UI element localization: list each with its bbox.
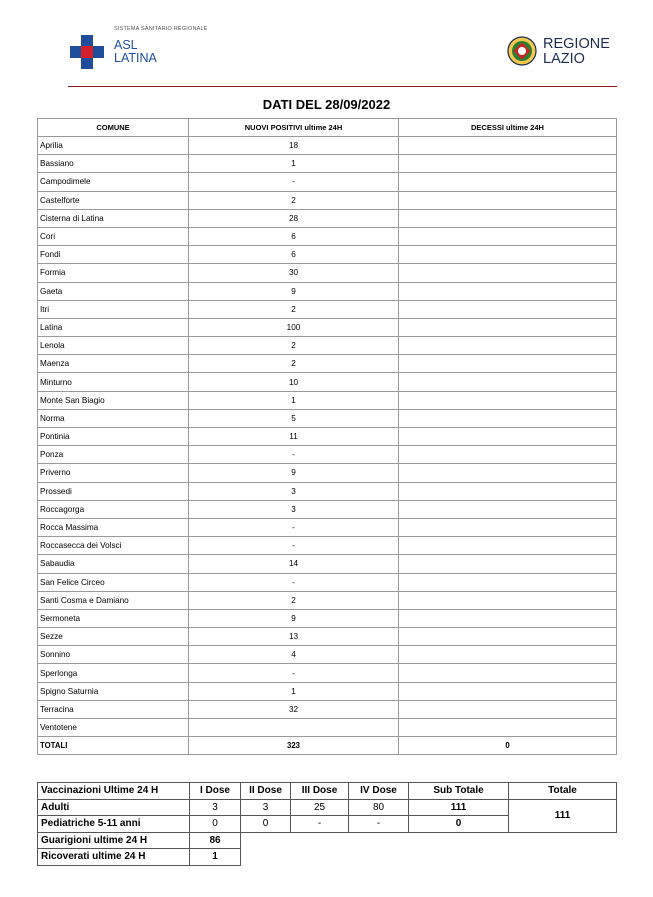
red-cross-icon [70,35,104,69]
decessi-cell [399,428,617,446]
positivi-cell: 30 [189,264,399,282]
decessi-cell [399,155,617,173]
table-row [38,482,617,500]
positivi-cell: 9 [189,282,399,300]
decessi-cell [399,464,617,482]
comune-cell: Ponza [38,446,189,464]
adulti-row [38,799,617,816]
positivi-cell: 1 [189,391,399,409]
comune-cell: Aprilia [38,137,189,155]
adulti-i-dose: 3 [190,799,241,816]
comune-cell: Ventotene [38,719,189,737]
decessi-cell [399,646,617,664]
decessi-cell [399,555,617,573]
positivi-cell: - [189,573,399,591]
comune-cell: Rocca Massima [38,518,189,536]
positivi-cell: 3 [189,500,399,518]
positivi-cell: 1 [189,682,399,700]
comune-cell: Maenza [38,355,189,373]
totals-label: TOTALI [38,737,189,755]
comune-cell: Pontinia [38,428,189,446]
header-i-dose: I Dose [190,783,241,800]
page-title: DATI DEL 28/09/2022 [262,97,391,112]
decessi-cell [399,264,617,282]
positivi-cell: 32 [189,700,399,718]
adulti-iv-dose: 80 [349,799,409,816]
regione-lazio-emblem-icon [507,36,537,66]
comune-cell: Terracina [38,700,189,718]
decessi-cell [399,719,617,737]
table-row [38,391,617,409]
pediatriche-label: Pediatriche 5-11 anni [38,816,190,833]
decessi-cell [399,609,617,627]
table-row [38,537,617,555]
comune-cell: Sabaudia [38,555,189,573]
positivi-cell: 5 [189,409,399,427]
decessi-cell [399,137,617,155]
comune-cell: Campodimele [38,173,189,191]
decessi-cell [399,518,617,536]
header-sub-totale: Sub Totale [409,783,509,800]
comune-cell: San Felice Circeo [38,573,189,591]
column-header-positivi: NUOVI POSITIVI ultime 24H [189,119,399,137]
decessi-cell [399,391,617,409]
positivi-cell: 9 [189,609,399,627]
positivi-cell: 28 [189,209,399,227]
decessi-cell [399,337,617,355]
positivi-cell: 18 [189,137,399,155]
totals-decessi: 0 [399,737,617,755]
positivi-cell: - [189,664,399,682]
positivi-cell: 11 [189,428,399,446]
comune-cell: Sperlonga [38,664,189,682]
comune-cell: Formia [38,264,189,282]
decessi-cell [399,227,617,245]
decessi-cell [399,318,617,336]
comune-cell: Santi Cosma e Damiano [38,591,189,609]
table-row [38,337,617,355]
comune-cell: Monte San Biagio [38,391,189,409]
table-row [38,664,617,682]
positivi-cell: 6 [189,246,399,264]
positivi-cell: - [189,446,399,464]
decessi-cell [399,355,617,373]
positivi-cell: 13 [189,628,399,646]
adulti-sub-totale: 111 [409,799,509,816]
vaccinations-header-row [38,783,617,800]
decessi-cell [399,482,617,500]
table-row [38,264,617,282]
table-row [38,428,617,446]
decessi-cell [399,373,617,391]
comune-cell: Latina [38,318,189,336]
comune-cell: Minturno [38,373,189,391]
table-row [38,609,617,627]
comune-cell: Spigno Saturnia [38,682,189,700]
header-ii-dose: II Dose [241,783,291,800]
positivi-cell: 2 [189,337,399,355]
table-row [38,191,617,209]
adulti-iii-dose: 25 [291,799,349,816]
comune-cell: Cori [38,227,189,245]
table-row [38,155,617,173]
region-name: REGIONE LAZIO [543,36,610,67]
comune-cell: Gaeta [38,282,189,300]
guarigioni-label: Guarigioni ultime 24 H [38,832,190,849]
table-row [38,173,617,191]
table-header-row [38,119,617,137]
positivi-cell: 6 [189,227,399,245]
table-row [38,719,617,737]
positivi-cell: 1 [189,155,399,173]
adulti-ii-dose: 3 [241,799,291,816]
decessi-cell [399,282,617,300]
positivi-cell: 100 [189,318,399,336]
table-row [38,700,617,718]
table-row [38,373,617,391]
comune-cell: Castelforte [38,191,189,209]
table-row [38,646,617,664]
positivi-cell: 4 [189,646,399,664]
table-row [38,300,617,318]
header-iii-dose: III Dose [291,783,349,800]
decessi-cell [399,537,617,555]
decessi-cell [399,500,617,518]
pediatriche-i-dose: 0 [190,816,241,833]
table-row [38,282,617,300]
table-row [38,500,617,518]
table-row [38,318,617,336]
decessi-cell [399,191,617,209]
comune-cell: Priverno [38,464,189,482]
column-header-comune: COMUNE [38,119,189,137]
decessi-cell [399,628,617,646]
decessi-cell [399,409,617,427]
positivi-cell: 2 [189,591,399,609]
regione-lazio-logo [507,36,627,70]
positivi-table [37,118,617,755]
asl-subtitle: SISTEMA SANITARIO REGIONALE [114,26,208,32]
vaccinations-title: Vaccinazioni Ultime 24 H [38,783,190,800]
table-row [38,246,617,264]
decessi-cell [399,591,617,609]
header-divider [68,86,617,87]
ricoverati-row [38,849,617,866]
comune-cell: Roccasecca dei Volsci [38,537,189,555]
table-row [38,446,617,464]
vaccinations-totale: 111 [509,799,617,832]
totals-row [38,737,617,755]
table-row [38,409,617,427]
decessi-cell [399,682,617,700]
decessi-cell [399,700,617,718]
comune-cell: Roccagorga [38,500,189,518]
positivi-cell: 2 [189,191,399,209]
ricoverati-label: Ricoverati ultime 24 H [38,849,190,866]
comune-cell: Sezze [38,628,189,646]
guarigioni-row [38,832,617,849]
decessi-cell [399,300,617,318]
positivi-cell: 10 [189,373,399,391]
pediatriche-iv-dose: - [349,816,409,833]
table-row [38,464,617,482]
positivi-cell [189,719,399,737]
table-row [38,227,617,245]
table-row [38,573,617,591]
table-row [38,518,617,536]
vaccinations-table [37,782,617,866]
table-row [38,137,617,155]
positivi-cell: - [189,173,399,191]
guarigioni-value: 86 [190,832,241,849]
table-row [38,591,617,609]
positivi-cell: 14 [189,555,399,573]
pediatriche-ii-dose: 0 [241,816,291,833]
table-row [38,682,617,700]
header-totale: Totale [509,783,617,800]
positivi-cell: - [189,518,399,536]
header-iv-dose: IV Dose [349,783,409,800]
comune-cell: Cisterna di Latina [38,209,189,227]
comune-cell: Sonnino [38,646,189,664]
positivi-cell: - [189,537,399,555]
pediatriche-iii-dose: - [291,816,349,833]
comune-cell: Itri [38,300,189,318]
comune-cell: Lenola [38,337,189,355]
table-row [38,355,617,373]
table-row [38,555,617,573]
comune-cell: Sermoneta [38,609,189,627]
positivi-cell: 3 [189,482,399,500]
decessi-cell [399,173,617,191]
positivi-cell: 2 [189,300,399,318]
decessi-cell [399,573,617,591]
comune-cell: Prossedi [38,482,189,500]
adulti-label: Adulti [38,799,190,816]
column-header-decessi: DECESSI ultime 24H [399,119,617,137]
comune-cell: Norma [38,409,189,427]
decessi-cell [399,446,617,464]
decessi-cell [399,209,617,227]
comune-cell: Fondi [38,246,189,264]
totals-positivi: 323 [189,737,399,755]
comune-cell: Bassiano [38,155,189,173]
positivi-cell: 2 [189,355,399,373]
ricoverati-value: 1 [190,849,241,866]
positivi-cell: 9 [189,464,399,482]
pediatriche-sub-totale: 0 [409,816,509,833]
decessi-cell [399,246,617,264]
asl-name: ASL LATINA [114,38,157,65]
decessi-cell [399,664,617,682]
table-row [38,209,617,227]
asl-latina-logo [70,26,240,72]
table-row [38,628,617,646]
